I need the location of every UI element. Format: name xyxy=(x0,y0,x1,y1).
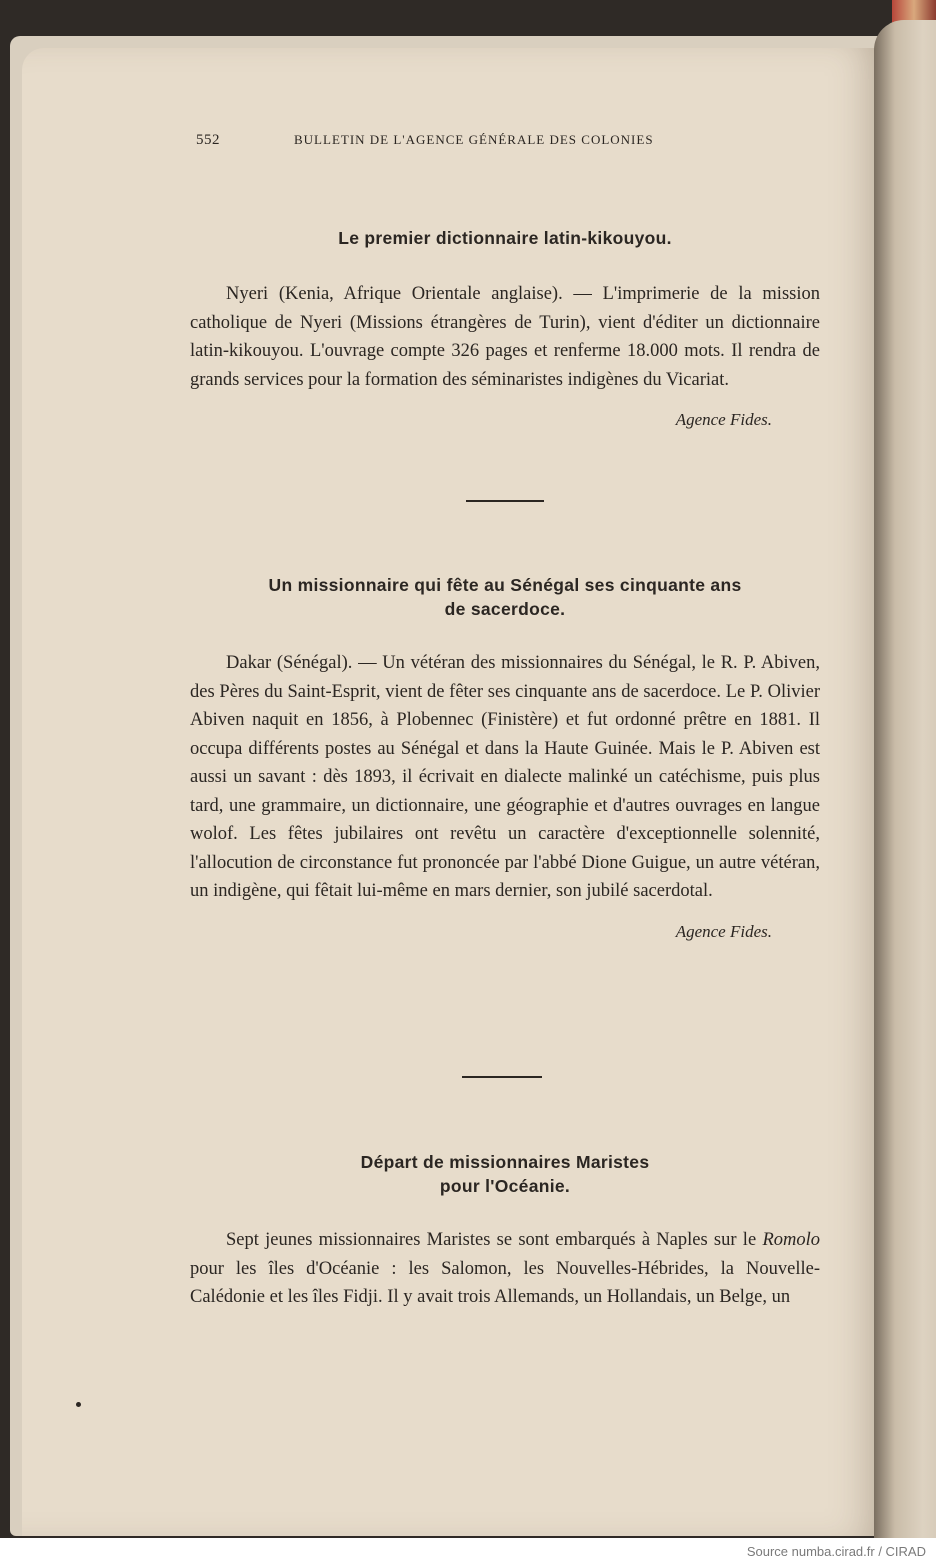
running-title: BULLETIN DE L'AGENCE GÉNÉRALE DES COLONIES xyxy=(294,132,654,147)
article-dictionary xyxy=(190,226,820,430)
page-number: 552 xyxy=(196,132,220,148)
body-text: Sept jeunes missionnaires Maristes se sont embarqués à Naples sur le xyxy=(226,1230,763,1250)
section-divider xyxy=(466,500,544,502)
article-body: Dakar (Sénégal). — Un vétéran des missionnaires du Sénégal, le R. P. Abiven, des Pères du Saint-Esprit, vient de fêter ses cinquante ans de sacerdoce. Le P. Olivier Abiven naquit en 1856, à Plobennec (Finistère) et fut ordonné prêtre en 1881. Il occupa différents postes au Sénégal et dans la Haute Guinée. Mais le P. Abiven est aussi un savant : dès 1893, il écrivait en dialecte malinké un catéchisme, puis plus tard, une grammaire, un dictionnaire, une géographie et d'autres ouvrages en langue wolof. Les fêtes jubilaires ont revêtu un caractère d'exceptionnelle solennité, l'allocution de circonstance fut prononcée par l'abbé Dione Guigue, un autre vétéran, un indigène, qui fêtait lui-même en mars dernier, son jubilé sacerdotal. xyxy=(190,653,820,901)
section-divider xyxy=(462,1076,542,1078)
article-title-line-2: de sacerdoce. xyxy=(444,599,566,619)
article-title: Le premier dictionnaire latin-kikouyou. xyxy=(338,228,672,248)
article-title-line-1: Un missionnaire qui fête au Sénégal ses cinquante ans xyxy=(268,575,742,595)
article-marist-departure xyxy=(190,1150,820,1312)
source-credit: Source numba.cirad.fr / CIRAD xyxy=(746,1544,926,1559)
body-text: pour les îles d'Océanie : les Salomon, les Nouvelles-Hébrides, la Nouvelle-Calédonie et les îles Fidji. Il y avait trois Allemands, un Hollandais, un Belge, un xyxy=(190,1258,820,1307)
article-jubilee xyxy=(190,573,820,942)
article-source: Agence Fides. xyxy=(675,921,772,941)
article-body xyxy=(190,1226,820,1312)
article-title-line-1: Départ de missionnaires Maristes xyxy=(360,1152,650,1172)
article-body: Nyeri (Kenia, Afrique Orientale anglaise). — L'imprimerie de la mission catholique de Nyeri (Missions étrangères de Turin), vient d'éditer un dictionnaire latin-kikouyou. L'ouvrage compte 326 pages et renferme 18.000 mots. Il rendra de grands services pour la formation des séminaristes indigènes du Vicariat. xyxy=(190,284,820,390)
article-source: Agence Fides. xyxy=(675,410,772,429)
ink-speck xyxy=(76,1402,81,1407)
source-footer xyxy=(0,1538,936,1566)
article-title-line-2: pour l'Océanie. xyxy=(439,1176,571,1196)
ship-name: Romolo xyxy=(762,1230,820,1250)
